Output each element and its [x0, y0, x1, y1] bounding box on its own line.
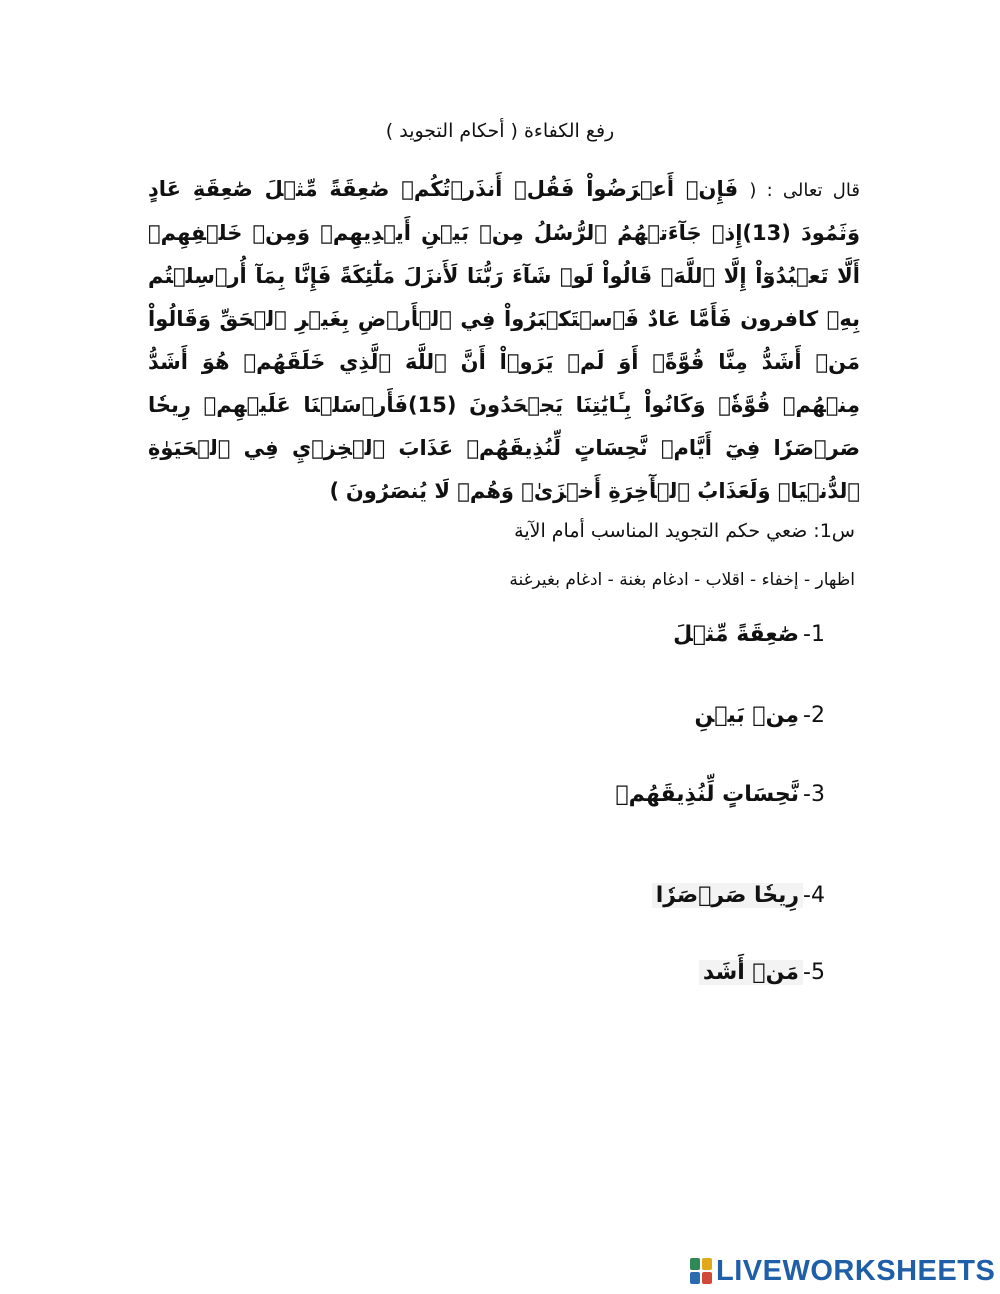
list-item: [400, 960, 825, 985]
item-number: 1-: [803, 622, 825, 647]
verse-intro: قال تعالى : (: [749, 180, 860, 201]
verse-text: فَإِنۡ أَعۡرَضُواْ فَقُلۡ أَنذَرۡتُكُمۡ صَٰعِقَةً مِّثۡلَ صَٰعِقَةِ عَادٍ وَثَمُودَ (13)إِذۡ جَآءَتۡهُمُ ٱلرُّسُلُ مِنۢ بَيۡنِ أَيۡدِيهِمۡ وَمِنۡ خَلۡفِهِمۡ أَلَّا تَعۡبُدُوٓاْ إِلَّا ٱللَّهَۖ قَالُواْ لَوۡ شَآءَ رَبُّنَا لَأَنزَلَ مَلَٰٓئِكَةً فَإِنَّا بِمَآ أُرۡسِلۡتُم بِهِۦ كافرون فَأَمَّا عَادٌ فَٱسۡتَكۡبَرُواْ فِي ٱلۡأَرۡضِ بِغَيۡرِ ٱلۡحَقِّ وَقَالُواْ مَنۡ أَشَدُّ مِنَّا قُوَّةًۖ أَوَ لَمۡ يَرَوۡاْ أَنَّ ٱللَّهَ ٱلَّذِي خَلَقَهُمۡ هُوَ أَشَدُّ مِنۡهُمۡ قُوَّةٗۖ وَكَانُواْ بِـَٔايَٰتِنَا يَجۡحَدُونَ (15)فَأَرۡسَلۡنَا عَلَيۡهِمۡ رِيحٗا صَرۡصَرٗا فِيٓ أَيَّامٖ نَّحِسَاتٍ لِّنُذِيقَهُمۡ عَذَابَ ٱلۡخِزۡيِ فِي ٱلۡحَيَوٰةِ ٱلدُّنۡيَاۖ وَلَعَذَابُ ٱلۡأٓخِرَةِ أَخۡزَىٰۖ وَهُمۡ لَا يُنصَرُونَ: [148, 177, 860, 503]
page-title: رفع الكفاءة ( أحكام التجويد ): [385, 120, 615, 142]
item-text: مَنۡ أَشَد: [699, 960, 803, 985]
verse-block: [148, 168, 860, 513]
item-text: رِيحٗا صَرۡصَرٗا: [652, 883, 803, 908]
answer-options: اظهار - إخفاء - اقلاب - ادغام بغنة - ادغام بغيرغنة: [509, 570, 855, 590]
verse-close: ): [329, 479, 340, 503]
item-number: 3-: [803, 782, 825, 807]
item-text: نَّحِسَاتٍ لِّنُذِيقَهُمۡ: [615, 782, 800, 807]
item-number: 4-: [803, 883, 825, 908]
brand-name: LIVEWORKSHEETS: [716, 1254, 996, 1287]
item-number: 2-: [803, 703, 825, 728]
liveworksheets-logo-icon: [690, 1258, 712, 1284]
list-item: [400, 883, 825, 908]
question-text: س1: ضعي حكم التجويد المناسب أمام الآية: [514, 520, 855, 542]
list-item: [400, 703, 825, 728]
list-item: [400, 782, 825, 807]
list-item: [400, 622, 825, 647]
brand-footer: [690, 1253, 995, 1289]
item-text: مِنۢ بَيۡنِ: [694, 703, 800, 728]
item-text: صَٰعِقَةً مِّثۡلَ: [673, 622, 800, 647]
item-number: 5-: [803, 960, 825, 985]
